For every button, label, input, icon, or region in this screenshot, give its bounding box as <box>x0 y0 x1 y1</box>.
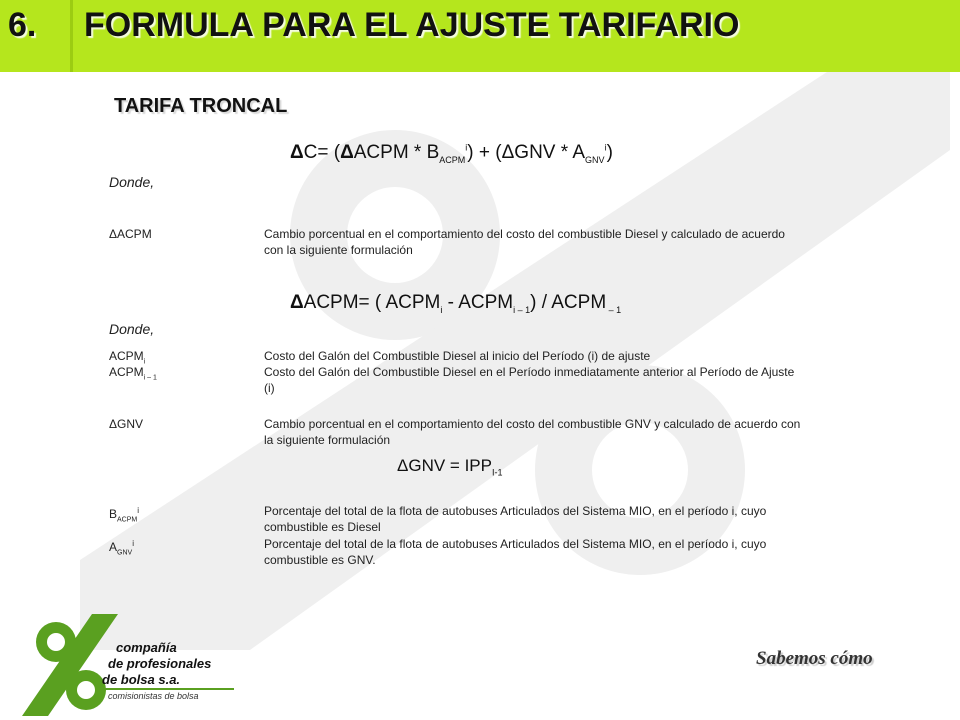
company-logo-icon <box>22 612 118 716</box>
formula-delta-symbol: Δ <box>340 142 354 163</box>
term-b-acpm <box>109 503 139 528</box>
logo-underline <box>102 688 234 690</box>
term-superscript: i <box>132 539 134 548</box>
formula-delta-symbol: Δ <box>290 292 304 313</box>
term-delta-gnv: ΔGNV <box>109 417 144 431</box>
formula-text: C= ( <box>303 142 341 163</box>
formula-text: ) / ACPM <box>530 292 607 313</box>
term-a-gnv <box>109 536 134 561</box>
term-delta-acpm: ΔACPM <box>109 227 152 241</box>
donde-label: Donde, <box>109 174 155 190</box>
term-subscript: i <box>143 358 146 366</box>
section-subtitle: TARIFA TRONCAL <box>114 95 288 117</box>
section-number: 6. <box>8 6 37 44</box>
term-subscript: ACPM <box>117 516 138 524</box>
desc-delta-gnv: Cambio porcentual en el comportamiento del costo del combustible GNV y calculado de acuerdo con la siguiente formulación <box>264 417 801 447</box>
term-subscript: GNV <box>117 549 133 557</box>
desc-acpm-i-1: Costo del Galón del Combustible Diesel en el Período inmediatamente anterior al Período de Ajuste (i) <box>264 365 795 395</box>
formula-text: ) <box>606 142 613 163</box>
desc-acpm-i: Costo del Galón del Combustible Diesel al inicio del Período (i) de ajuste <box>264 349 651 363</box>
header-divider <box>70 0 73 72</box>
formula-text: ACPM= ( ACPM <box>303 292 441 313</box>
header-band <box>0 0 960 72</box>
formula-subscript: i <box>440 304 443 315</box>
desc-delta-acpm: Cambio porcentual en el comportamiento del costo del combustible Diesel y calculado de acuerdo con la siguiente formulación <box>264 227 785 257</box>
formula-delta-gnv <box>397 456 503 477</box>
logo-tagline: comisionistas de bolsa <box>108 691 199 701</box>
formula-delta-acpm <box>290 292 621 315</box>
formula-delta-c <box>290 142 613 165</box>
formula-delta-symbol: Δ <box>290 142 304 163</box>
formula-text: ΔGNV = IPP <box>397 456 492 475</box>
term-acpm-i-1 <box>109 364 157 386</box>
formula-superscript: i <box>465 142 468 153</box>
slogan: Sabemos cómo <box>756 648 873 669</box>
formula-text: ACPM * B <box>353 142 440 163</box>
term-text: B <box>109 507 118 521</box>
page-title: FORMULA PARA EL AJUSTE TARIFARIO <box>84 6 740 44</box>
formula-superscript: i <box>604 142 607 153</box>
logo-text-line2: de profesionales <box>108 656 212 671</box>
formula-subscript: i – 1 <box>513 304 531 315</box>
formula-subscript: ACPM <box>439 154 466 165</box>
logo-text-line3: de bolsa s.a. <box>102 672 181 687</box>
term-text: ACPM <box>109 365 144 379</box>
term-subscript: i – 1 <box>143 374 157 382</box>
desc-b-acpm: Porcentaje del total de la flota de autobuses Articulados del Sistema MIO, en el período i, cuyo combustible es Diesel <box>264 504 767 534</box>
donde-label: Donde, <box>109 321 155 337</box>
formula-subscript: GNV <box>585 154 605 165</box>
formula-text: ) + (ΔGNV * A <box>467 142 586 163</box>
formula-subscript: I-1 <box>491 467 503 478</box>
formula-text: - ACPM <box>442 292 514 313</box>
desc-a-gnv: Porcentaje del total de la flota de autobuses Articulados del Sistema MIO, en el período i, cuyo combustible es GNV. <box>264 537 767 567</box>
term-superscript: i <box>137 506 140 515</box>
term-text: ACPM <box>109 349 144 363</box>
term-text: A <box>109 540 118 554</box>
logo-text-line1: compañía <box>116 640 177 655</box>
formula-subscript: – 1 <box>606 304 622 315</box>
